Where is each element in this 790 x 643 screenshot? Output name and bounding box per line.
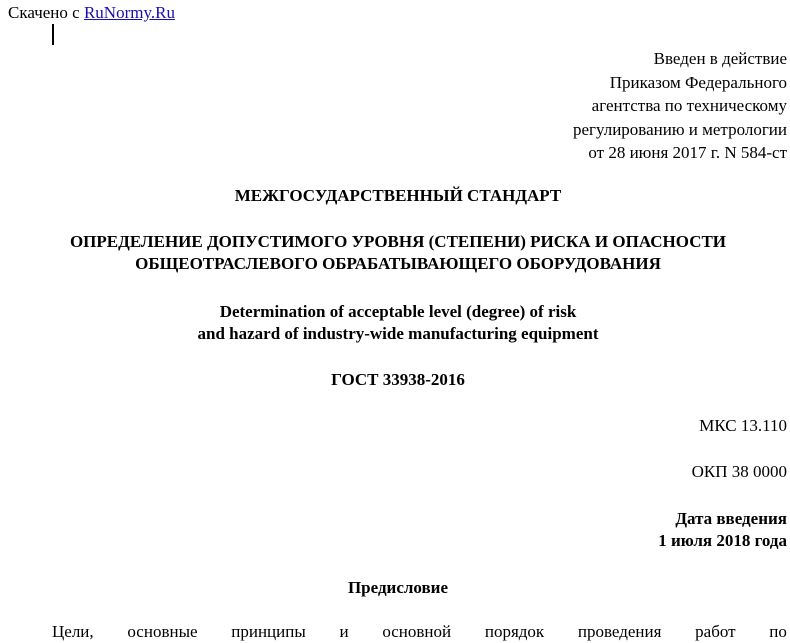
- mks-code: МКС 13.110: [699, 416, 787, 435]
- source-line: [8, 2, 175, 24]
- title-english-line: Determination of acceptable level (degree) of risk: [219, 302, 577, 321]
- preface-heading: Предисловие: [347, 578, 449, 597]
- okp-code: ОКП 38 0000: [691, 462, 787, 481]
- enactment-line: Приказом Федерального: [609, 72, 787, 92]
- word: принципы: [231, 622, 306, 641]
- word: проведения: [577, 622, 662, 641]
- title-russian: [8, 231, 788, 275]
- word: по: [769, 622, 787, 641]
- title-english: [8, 301, 788, 345]
- source-link[interactable]: RuNormy.Ru: [83, 3, 175, 22]
- word: работ: [695, 622, 736, 641]
- effective-date-label: Дата введения: [675, 509, 787, 528]
- title-english-line: and hazard of industry-wide manufacturing equipment: [197, 324, 599, 343]
- source-prefix: Скачено с: [8, 3, 84, 22]
- word: Цели,: [52, 622, 94, 641]
- word: основной: [382, 622, 452, 641]
- title-russian-line: ОПРЕДЕЛЕНИЕ ДОПУСТИМОГО УРОВНЯ (СТЕПЕНИ) РИСКА И ОПАСНОСТИ: [69, 232, 727, 251]
- gost-number: ГОСТ 33938-2016: [331, 370, 465, 389]
- word: основные: [127, 622, 198, 641]
- word: и: [339, 622, 349, 641]
- preface-first-line: [52, 621, 787, 643]
- preface-paragraph: [52, 621, 787, 643]
- enactment-line: от 28 июня 2017 г. N 584-ст: [588, 143, 787, 162]
- document-type: МЕЖГОСУДАРСТВЕННЫЙ СТАНДАРТ: [234, 186, 562, 205]
- enactment-note: [387, 47, 787, 165]
- enactment-line: агентства по техническому: [591, 96, 787, 115]
- word: порядок: [484, 622, 545, 641]
- effective-date-block: [387, 508, 787, 552]
- text-cursor: [52, 24, 54, 45]
- effective-date-value: 1 июля 2018 года: [658, 531, 787, 550]
- enactment-line: Введен в действие: [653, 49, 787, 68]
- enactment-line: регулированию и метрологии: [572, 119, 787, 139]
- title-russian-line: ОБЩЕОТРАСЛЕВОГО ОБРАБАТЫВАЮЩЕГО ОБОРУДОВАНИЯ: [135, 254, 661, 273]
